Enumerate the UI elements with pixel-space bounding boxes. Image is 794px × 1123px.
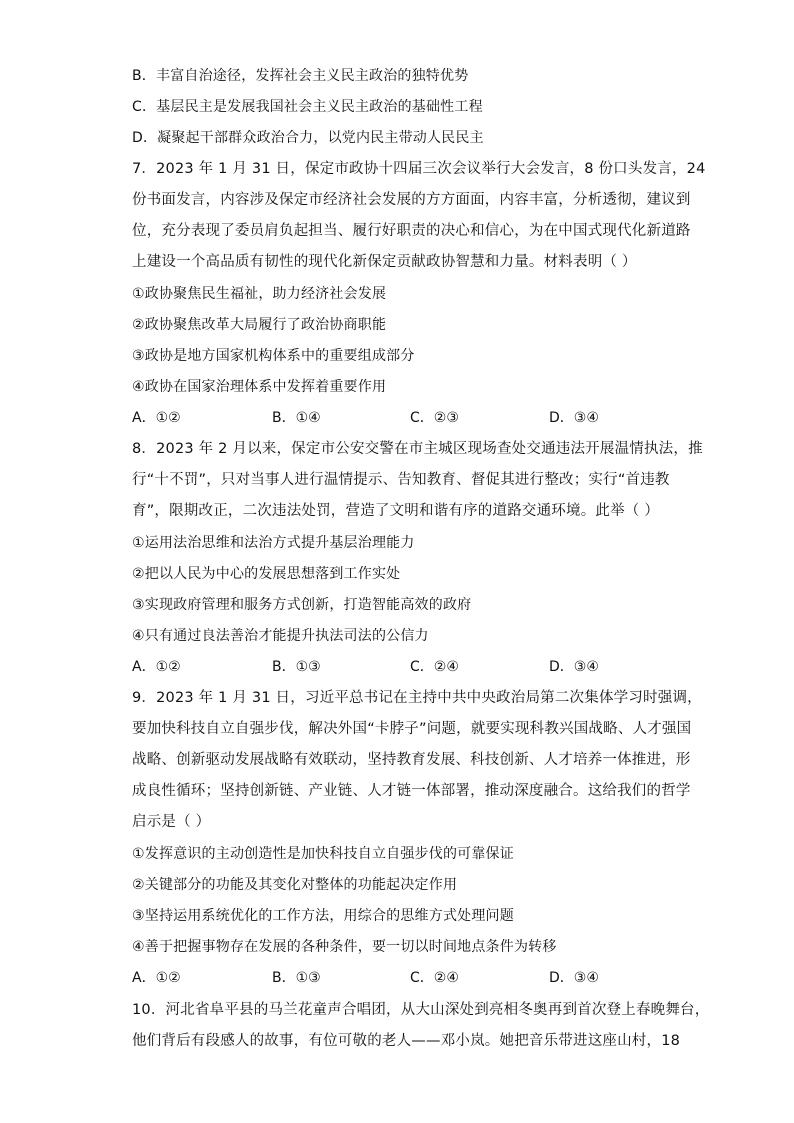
q9-choice-b: B．①③	[272, 970, 321, 986]
q8-choice-d: D．③④	[549, 659, 599, 675]
q9-choice-d: D．③④	[549, 970, 599, 986]
q8-choice-c: C．②④	[410, 659, 459, 675]
q8-choice-a: A．①②	[132, 659, 181, 675]
q8-item-2: ②把以人民为中心的发展思想落到工作实处	[132, 566, 401, 582]
q7-choice-b: B．①④	[272, 410, 321, 426]
q7-choices	[132, 408, 652, 428]
q10-stem-line-2: 他们背后有段感人的故事，有位可敬的老人——邓小岚。她把音乐带进这座山村，18	[132, 1033, 681, 1049]
q7-item-4: ④政协在国家治理体系中发挥着重要作用	[132, 379, 387, 395]
q9-choice-a: A．①②	[132, 970, 181, 986]
q8-stem-line-2: 行“十不罚”，只对当事人进行温情提示、告知教育、督促其进行整改；实行“首违教	[132, 472, 670, 488]
q8-choice-b: B．①③	[272, 659, 321, 675]
q7-choice-a: A．①②	[132, 410, 181, 426]
q7-item-2: ②政协聚焦改革大局履行了政治协商职能	[132, 317, 387, 333]
q7-choice-d: D．③④	[549, 410, 599, 426]
q7-stem-line-4: 上建设一个高品质有韧性的现代化新保定贡献政协智慧和力量。材料表明（ ）	[132, 254, 637, 270]
q10-stem-line-1: 10．河北省阜平县的马兰花童声合唱团，从大山深处到亮相冬奥再到首次登上春晚舞台，	[132, 1002, 710, 1018]
q6-option-b: B．丰富自治途径，发挥社会主义民主政治的独特优势	[132, 68, 469, 84]
q8-stem-line-3: 育”，限期改正，二次违法处罚，营造了文明和谐有序的道路交通环境。此举（ ）	[132, 503, 660, 519]
q9-item-4: ④善于把握事物存在发展的各种条件，要一切以时间地点条件为转移	[132, 939, 557, 955]
q6-option-d: D．凝聚起干部群众政治合力，以党内民主带动人民民主	[132, 130, 484, 146]
q8-item-3: ③实现政府管理和服务方式创新，打造智能高效的政府	[132, 597, 472, 613]
q9-stem-line-3: 战略、创新驱动发展战略有效联动，坚持教育发展、科技创新、人才培养一体推进，形	[132, 752, 691, 768]
q6-option-c: C．基层民主是发展我国社会主义民主政治的基础性工程	[132, 99, 483, 115]
q7-choice-c: C．②③	[410, 410, 459, 426]
q7-item-3: ③政协是地方国家机构体系中的重要组成部分	[132, 348, 415, 364]
q8-stem-line-1: 8．2023 年 2 月以来，保定市公安交警在市主城区现场查处交通违法开展温情执法，推	[132, 441, 703, 457]
q7-stem-line-1: 7．2023 年 1 月 31 日，保定市政协十四届三次会议举行大会发言，8 份口头发言，24	[132, 161, 706, 177]
q7-stem-line-2: 份书面发言，内容涉及保定市经济社会发展的方方面面，内容丰富，分析透彻，建议到	[132, 192, 691, 208]
q7-item-1: ①政协聚焦民生福祉，助力经济社会发展	[132, 286, 387, 302]
q9-stem-line-1: 9．2023 年 1 月 31 日，习近平总书记在主持中共中央政治局第二次集体学习时强调，	[132, 690, 702, 706]
q8-item-1: ①运用法治思维和法治方式提升基层治理能力	[132, 535, 415, 551]
q9-stem-line-2: 要加快科技自立自强步伐，解决外国“卡脖子”问题，就要实现科教兴国战略、人才强国	[132, 721, 692, 737]
q7-stem-line-3: 位，充分表现了委员肩负起担当、履行好职责的决心和信心，为在中国式现代化新道路	[132, 223, 691, 239]
q9-item-3: ③坚持运用系统优化的工作方法，用综合的思维方式处理问题	[132, 908, 514, 924]
q9-stem-line-4: 成良性循环；坚持创新链、产业链、人才链一体部署，推动深度融合。这给我们的哲学	[132, 783, 691, 799]
q9-choices	[132, 968, 652, 988]
q8-item-4: ④只有通过良法善治才能提升执法司法的公信力	[132, 628, 429, 644]
q8-choices	[132, 657, 652, 677]
q9-choice-c: C．②④	[410, 970, 459, 986]
q9-item-1: ①发挥意识的主动创造性是加快科技自立自强步伐的可靠保证	[132, 846, 514, 862]
q9-item-2: ②关键部分的功能及其变化对整体的功能起决定作用	[132, 877, 458, 893]
q9-stem-line-5: 启示是（ ）	[132, 814, 211, 830]
